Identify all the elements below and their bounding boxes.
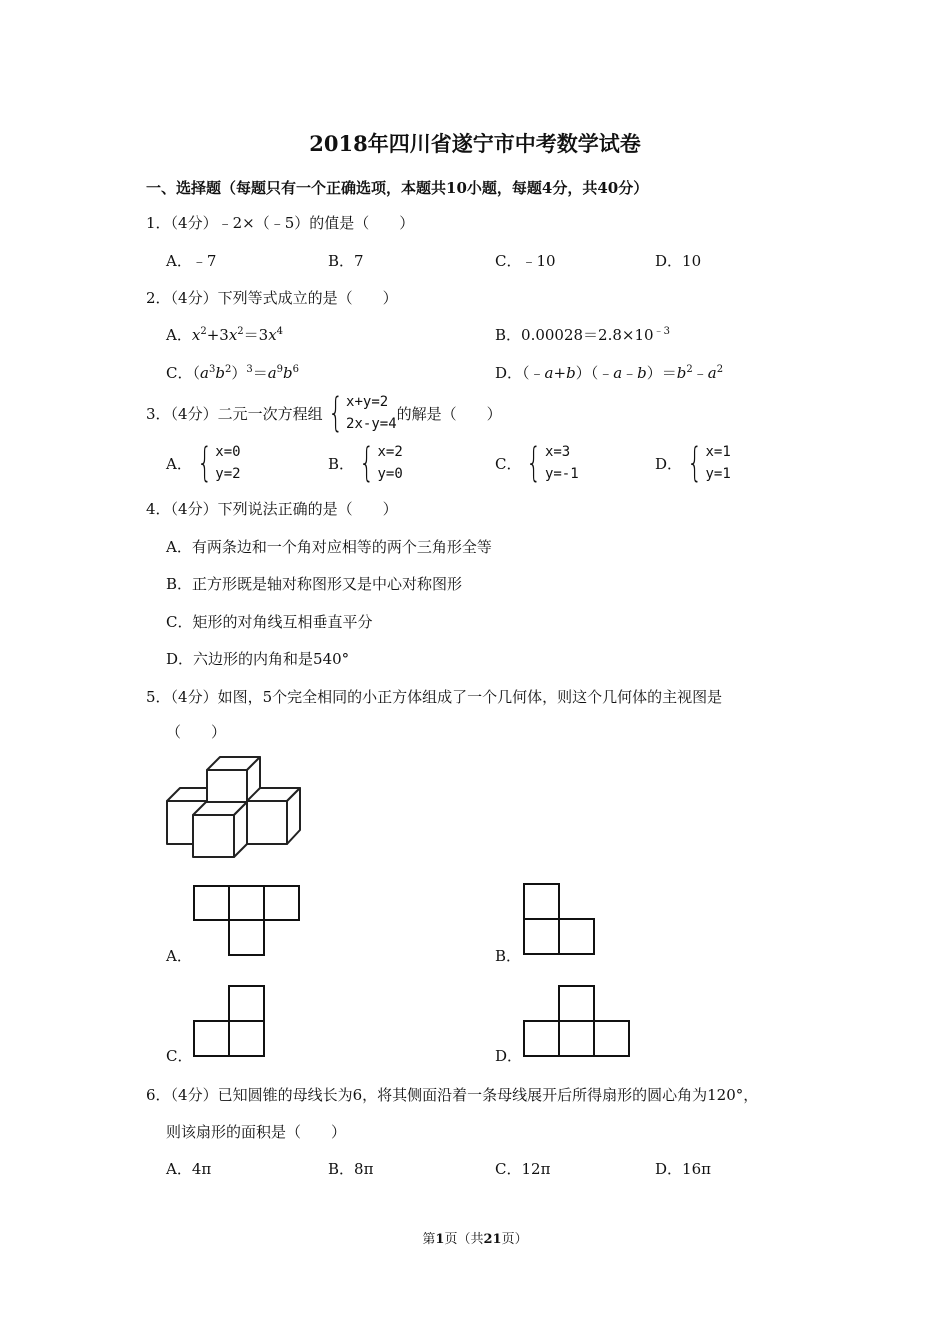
- cubes-figure: [160, 752, 310, 870]
- q5-option-a-figure: [193, 885, 301, 957]
- q1-option-d: D．10: [655, 252, 702, 270]
- equation-system: { x+y=2 2x-y=4: [327, 390, 397, 436]
- q1-option-b: B．7: [328, 252, 364, 270]
- q5-option-d-label: D．: [495, 1047, 523, 1065]
- page-title: 2018年四川省遂宁市中考数学试卷: [309, 131, 641, 156]
- q6-option-c: C．12π: [495, 1160, 551, 1178]
- q1-option-c: C．﹣10: [495, 252, 556, 270]
- q4-option-a: A．有两条边和一个角对应相等的两个三角形全等: [166, 538, 492, 556]
- q2-option-c: C．$(a^3b^2)^3=a^9b^6$: [166, 364, 300, 382]
- q4-option-c: C．矩形的对角线互相垂直平分: [166, 613, 373, 631]
- q6-option-a: A．4π: [166, 1160, 212, 1178]
- question-1-stem: 1．（4分）﹣2×（﹣5）的值是（ ）: [146, 214, 415, 232]
- q5-option-b-label: B．: [495, 947, 522, 965]
- page-footer: 第1页（共21页）: [422, 1232, 528, 1247]
- q6-option-b: B．8π: [328, 1160, 374, 1178]
- q5-option-c-label: C．: [166, 1047, 193, 1065]
- q5-option-d-figure: [523, 985, 633, 1059]
- question-6-stem-line2: 则该扇形的面积是（ ）: [166, 1123, 347, 1141]
- q2-option-a: A．$x^2+3x^2=3x^4$: [166, 326, 284, 344]
- q4-option-b: B．正方形既是轴对称图形又是中心对称图形: [166, 575, 463, 593]
- q3-option-a: A． { x=0 y=2: [166, 440, 241, 486]
- q3-option-c: C． { x=3 y=-1: [495, 440, 579, 486]
- q5-option-c-figure: [193, 985, 267, 1059]
- q2-option-d: D．$(﹣a+b)(﹣a﹣b)=b^2﹣a^2$: [495, 364, 724, 382]
- q5-answer-paren: （ ）: [166, 723, 227, 741]
- q2-option-b: B．$0.00028=2.8\times 10^{﹣3}$: [495, 326, 670, 344]
- question-3-stem: 3．（4分）二元一次方程组 { x+y=2 2x-y=4 的解是（ ）: [146, 390, 502, 436]
- q5-option-b-figure: [523, 883, 597, 957]
- q1-option-a: A．﹣7: [166, 252, 217, 270]
- question-2-stem: 2．（4分）下列等式成立的是（ ）: [146, 289, 398, 307]
- q3-option-d: D． { x=1 y=1: [655, 440, 731, 486]
- question-6-stem: 6．（4分）已知圆锥的母线长为6，将其侧面沿着一条母线展开后所得扇形的圆心角为120°，: [146, 1086, 759, 1104]
- question-5-stem: 5．（4分）如图，5个完全相同的小正方体组成了一个几何体，则这个几何体的主视图是: [146, 688, 723, 706]
- q6-option-d: D．16π: [655, 1160, 711, 1178]
- q5-option-a-label: A．: [166, 947, 192, 965]
- section-heading: 一、选择题（每题只有一个正确选项，本题共10小题，每题4分，共40分）: [146, 179, 649, 197]
- question-4-stem: 4．（4分）下列说法正确的是（ ）: [146, 500, 398, 518]
- q3-option-b: B． { x=2 y=0: [328, 440, 403, 486]
- q4-option-d: D．六边形的内角和是540°: [166, 650, 350, 668]
